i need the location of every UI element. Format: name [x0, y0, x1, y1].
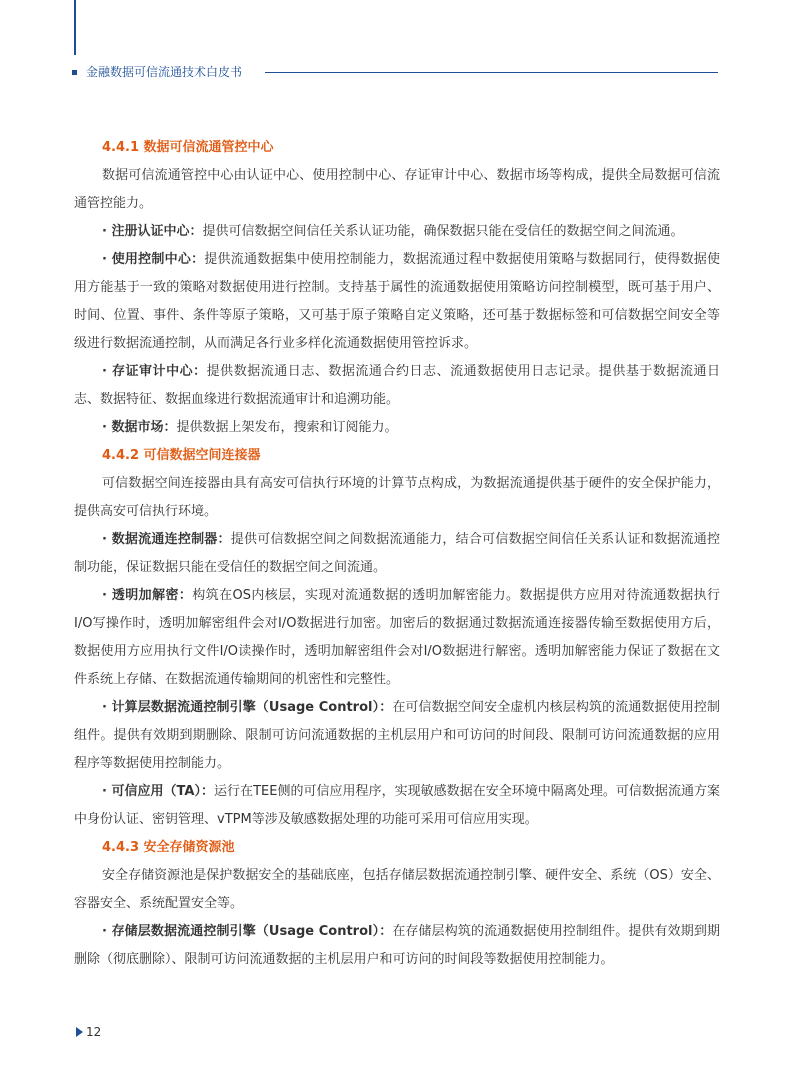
list-item [74, 526, 720, 582]
item-term: · 使用控制中心： [102, 252, 205, 267]
page-number: 12 [86, 1025, 102, 1039]
page-number-arrow-icon [76, 1027, 83, 1037]
list-item [74, 918, 720, 974]
header-rule [265, 72, 718, 73]
section-intro-paragraph: 安全存储资源池是保护数据安全的基础底座，包括存储层数据流通控制引擎、硬件安全、系统（OS）安全、容器安全、系统配置安全等。 [74, 868, 720, 911]
header-bullet-marker [72, 70, 77, 75]
item-term: · 数据流通连控制器： [102, 532, 231, 547]
item-text: 在存储层构筑的流通数据使用控制组件。提供有效期到期删除（彻底删除）、限制可访问流通数据的主机层用户和可访问的时间段等数据使用控制能力。 [74, 924, 720, 967]
item-text: 提供数据流通日志、数据流通合约日志、流通数据使用日志记录。提供基于数据流通日志、数据特征、数据血缘进行数据流通审计和追溯功能。 [74, 364, 720, 407]
list-item [74, 246, 720, 358]
item-term: · 存证审计中心： [102, 364, 207, 379]
list-item [74, 778, 720, 834]
item-text: 在可信数据空间安全虚机内核层构筑的流通数据使用控制组件。提供有效期到期删除、限制可访问流通数据的主机层用户和可访问的时间段、限制可访问流通数据的应用程序等数据使用控制能力。 [74, 700, 720, 771]
header-vertical-line [74, 0, 76, 55]
item-text: 提供数据上架发布，搜索和订阅能力。 [176, 420, 398, 435]
item-term: · 计算层数据流通控制引擎（Usage Control）： [102, 700, 393, 715]
list-item [74, 218, 720, 246]
section-heading-4-4-1: 4.4.1 数据可信流通管控中心 [102, 140, 274, 155]
list-item [74, 582, 720, 694]
document-title: 金融数据可信流通技术白皮书 [86, 65, 243, 79]
item-text: 提供可信数据空间之间数据流通能力，结合可信数据空间信任关系认证和数据流通控制功能，保证数据只能在受信任的数据空间之间流通。 [74, 532, 720, 575]
item-term: · 数据市场： [102, 420, 177, 435]
section-heading-4-4-2: 4.4.2 可信数据空间连接器 [102, 448, 261, 463]
section-intro-paragraph: 可信数据空间连接器由具有高安可信执行环境的计算节点构成，为数据流通提供基于硬件的安全保护能力，提供高安可信执行环境。 [74, 476, 720, 519]
list-item [74, 694, 720, 778]
item-text: 提供可信数据空间信任关系认证功能，确保数据只能在受信任的数据空间之间流通。 [202, 224, 684, 239]
item-term: · 可信应用（TA）： [102, 784, 215, 799]
item-text: 运行在TEE侧的可信应用程序，实现敏感数据在安全环境中隔离处理。可信数据流通方案中身份认证、密钥管理、vTPM等涉及敏感数据处理的功能可采用可信应用实现。 [74, 784, 720, 827]
main-content [74, 134, 720, 974]
section-heading-4-4-3: 4.4.3 安全存储资源池 [102, 840, 235, 855]
list-item [74, 414, 720, 442]
item-term: · 存储层数据流通控制引擎（Usage Control）： [102, 924, 393, 939]
item-text: 构筑在OS内核层，实现对流通数据的透明加解密能力。数据提供方应用对待流通数据执行I/O写操作时，透明加解密组件会对I/O数据进行加密。加密后的数据通过数据流通连接器传输至数据使用方后，数据使用方应用执行文件I/O读操作时，透明加解密组件会对I/O数据进行解密。透明加解密能力保证了数据在文件系统上存储、在数据流通传输期间的机密性和完整性。 [74, 588, 720, 687]
section-intro-paragraph: 数据可信流通管控中心由认证中心、使用控制中心、存证审计中心、数据市场等构成，提供全局数据可信流通管控能力。 [74, 168, 720, 211]
item-text: 提供流通数据集中使用控制能力，数据流通过程中数据使用策略与数据同行，使得数据使用方能基于一致的策略对数据使用进行控制。支持基于属性的流通数据使用策略访问控制模型，既可基于用户、时间、位置、事件、条件等原子策略，又可基于原子策略自定义策略，还可基于数据标签和可信数据空间安全等级进行数据流通控制，从而满足各行业多样化流通数据使用管控诉求。 [74, 252, 720, 351]
item-term: · 注册认证中心： [102, 224, 203, 239]
item-term: · 透明加解密： [102, 588, 193, 603]
list-item [74, 358, 720, 414]
